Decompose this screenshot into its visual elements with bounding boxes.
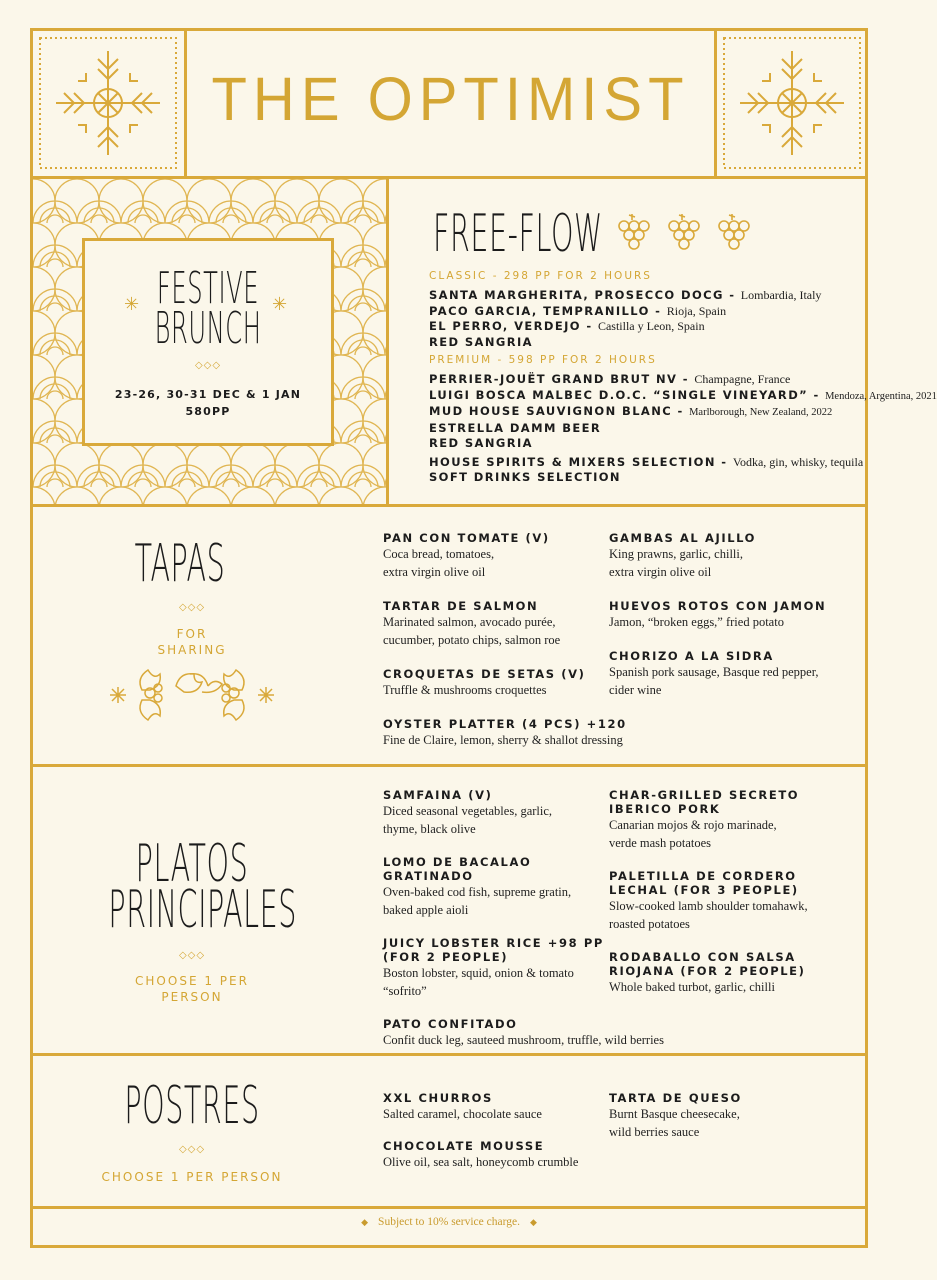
festive-dates: 23-26, 30-31 DEC & 1 JAN [114, 388, 302, 401]
item-name: XXL CHURROS [383, 1091, 493, 1105]
platos-subtitle-line2: PERSON [161, 990, 223, 1004]
item-name: CHOCOLATE MOUSSE [383, 1139, 545, 1153]
divider [30, 764, 868, 767]
drink-item: HOUSE SPIRITS & MIXERS SELECTION - Vodka, gin, whisky, tequila [429, 454, 864, 469]
postres-left-column [383, 1091, 609, 1171]
festive-price: 580PP [185, 405, 231, 418]
divider [30, 1053, 868, 1056]
item-description: Canarian mojos & rojo marinade, [609, 818, 777, 832]
divider [30, 1206, 868, 1209]
platos-title-line1: PLATOS [135, 834, 249, 894]
tapas-title: TAPAS [134, 534, 226, 594]
item-description: Truffle & mushrooms croquettes [383, 683, 547, 697]
item-description: baked apple aioli [383, 903, 469, 917]
item-name: IBERICO PORK [609, 802, 721, 816]
item-description: Boston lobster, squid, onion & tomato [383, 966, 574, 980]
menu-item [609, 649, 859, 699]
item-description: Confit duck leg, sauteed mushroom, truffle, wild berries [383, 1033, 664, 1047]
diamond-ornament: ◇◇◇ [178, 950, 206, 961]
item-description: Diced seasonal vegetables, garlic, [383, 804, 553, 818]
item-name: JUICY LOBSTER RICE +98 PP [383, 936, 604, 950]
item-description: wild berries sauce [609, 1125, 700, 1139]
item-description: roasted potatoes [609, 917, 690, 931]
drink-item: RED SANGRIA [429, 436, 533, 450]
menu-item [383, 1017, 664, 1049]
menu-item [383, 936, 609, 1000]
platos-title-line2: PRINCIPALES [108, 880, 297, 940]
diamond-ornament: ◇◇◇ [178, 1144, 206, 1155]
postres-right-column [609, 1091, 859, 1141]
menu-item [383, 855, 609, 919]
postres-title: POSTRES [124, 1076, 260, 1136]
item-description: Fine de Claire, lemon, sherry & shallot dressing [383, 733, 623, 747]
item-name: TARTA DE QUESO [609, 1091, 742, 1105]
item-name: OYSTER PLATTER (4 PCS) +120 [383, 717, 627, 731]
item-name: PATO CONFITADO [383, 1017, 518, 1031]
item-name: RIOJANA (FOR 2 PEOPLE) [609, 964, 806, 978]
item-name: GAMBAS AL AJILLO [609, 531, 757, 545]
item-name: TARTAR DE SALMON [383, 599, 539, 613]
item-description: Marinated salmon, avocado purée, [383, 615, 556, 629]
classic-drinks-list [429, 288, 821, 350]
item-description: cider wine [609, 683, 662, 697]
snowflake-left-icon [36, 34, 180, 172]
item-description: Slow-cooked lamb shoulder tomahawk, [609, 899, 808, 913]
freeflow-title: FREE-FLOW [433, 204, 603, 264]
drink-item: PERRIER-JOUËT GRAND BRUT NV - Champagne, France [429, 372, 791, 386]
menu-item [609, 950, 859, 996]
item-name: LECHAL (FOR 3 PEOPLE) [609, 883, 799, 897]
item-description: Olive oil, sea salt, honeycomb crumble [383, 1155, 579, 1169]
item-name: PALETILLA DE CORDERO [609, 869, 797, 883]
platos-right-column [609, 788, 859, 996]
item-description: extra virgin olive oil [383, 565, 486, 579]
item-description: Whole baked turbot, garlic, chilli [609, 980, 775, 994]
item-description: Coca bread, tomatoes, [383, 547, 495, 561]
drink-item: PACO GARCIA, TEMPRANILLO - Rioja, Spain [429, 303, 727, 318]
item-description: Jamon, “broken eggs,” fried potato [609, 615, 784, 629]
star-icon: ✳ [272, 294, 288, 315]
item-name: PAN CON TOMATE (V) [383, 531, 550, 545]
tapas-right-column [609, 531, 859, 699]
tapas-subtitle-line1: FOR [176, 627, 208, 641]
tapas-subtitle-line2: SHARING [157, 643, 227, 657]
divider [386, 176, 389, 506]
diamond-ornament: ◇◇◇ [178, 602, 206, 613]
diamond-icon: ◆ [361, 1217, 369, 1227]
drink-item: RED SANGRIA [429, 334, 533, 349]
star-icon: ✳ [124, 294, 140, 315]
item-description: verde mash potatoes [609, 836, 712, 850]
postres-subtitle: CHOOSE 1 PER PERSON [101, 1170, 283, 1184]
item-name: SAMFAINA (V) [383, 788, 493, 802]
tapas-left-column [383, 531, 627, 749]
drink-item: LUIGI BOSCA MALBEC D.O.C. “SINGLE VINEYARD” - Mendoza, Argentina, 2021 [429, 387, 937, 402]
menu-item [609, 1091, 859, 1141]
item-description: thyme, black olive [383, 822, 476, 836]
divider [30, 504, 868, 507]
item-name: CHAR-GRILLED SECRETO [609, 788, 800, 802]
item-name: LOMO DE BACALAO GRATINADO [383, 855, 532, 883]
item-name: CHORIZO A LA SIDRA [609, 649, 774, 663]
snowflake-right-icon [720, 34, 864, 172]
item-description: “sofrito” [383, 984, 427, 998]
menu-item [609, 599, 859, 631]
menu-item [383, 599, 609, 649]
drink-item: SOFT DRINKS SELECTION [429, 470, 621, 484]
holly-icon [102, 660, 282, 730]
classic-tier-label: CLASSIC - 298 PP FOR 2 HOURS [429, 270, 652, 282]
menu-item [383, 1139, 609, 1171]
item-description: Burnt Basque cheesecake, [609, 1107, 740, 1121]
item-name: (FOR 2 PEOPLE) [383, 950, 509, 964]
item-name: CROQUETAS DE SETAS (V) [383, 667, 586, 681]
festive-title-line1: FESTIVE [156, 263, 260, 314]
menu-item [609, 788, 859, 852]
diamond-ornament: ◇◇◇ [194, 360, 222, 371]
item-description: cucumber, potato chips, salmon roe [383, 633, 561, 647]
menu-item [609, 869, 859, 933]
service-charge-note: Subject to 10% service charge. [378, 1216, 520, 1228]
menu-item [609, 531, 859, 581]
menu-item [383, 667, 609, 699]
drink-item: MUD HOUSE SAUVIGNON BLANC - Marlborough, New Zealand, 2022 [429, 404, 833, 418]
diamond-icon: ◆ [529, 1217, 537, 1227]
grapes-icon [614, 212, 754, 256]
drink-item: EL PERRO, VERDEJO - Castilla y Leon, Spain [429, 319, 705, 333]
festive-title-line2: BRUNCH [154, 303, 262, 354]
drink-item: SANTA MARGHERITA, PROSECCO DOCG - Lombardia, Italy [429, 288, 822, 302]
premium-drinks-list [429, 372, 937, 486]
menu-item [383, 717, 627, 749]
menu-item [383, 531, 609, 581]
item-name: RODABALLO CON SALSA [609, 950, 796, 964]
drink-item: ESTRELLA DAMM BEER [429, 420, 602, 435]
divider [714, 28, 717, 178]
menu-item [383, 1091, 609, 1123]
menu-item [383, 788, 609, 838]
platos-subtitle-line1: CHOOSE 1 PER [135, 974, 249, 988]
item-name: HUEVOS ROTOS CON JAMON [609, 599, 827, 613]
restaurant-title: THE OPTIMIST [211, 65, 690, 134]
footer [33, 1216, 865, 1228]
item-description: Spanish pork sausage, Basque red pepper, [609, 665, 819, 679]
item-description: Oven-baked cod fish, supreme gratin, [383, 885, 572, 899]
item-description: extra virgin olive oil [609, 565, 712, 579]
premium-tier-label: PREMIUM - 598 PP FOR 2 HOURS [429, 354, 657, 366]
item-description: Salted caramel, chocolate sauce [383, 1107, 542, 1121]
item-description: King prawns, garlic, chilli, [609, 547, 743, 561]
